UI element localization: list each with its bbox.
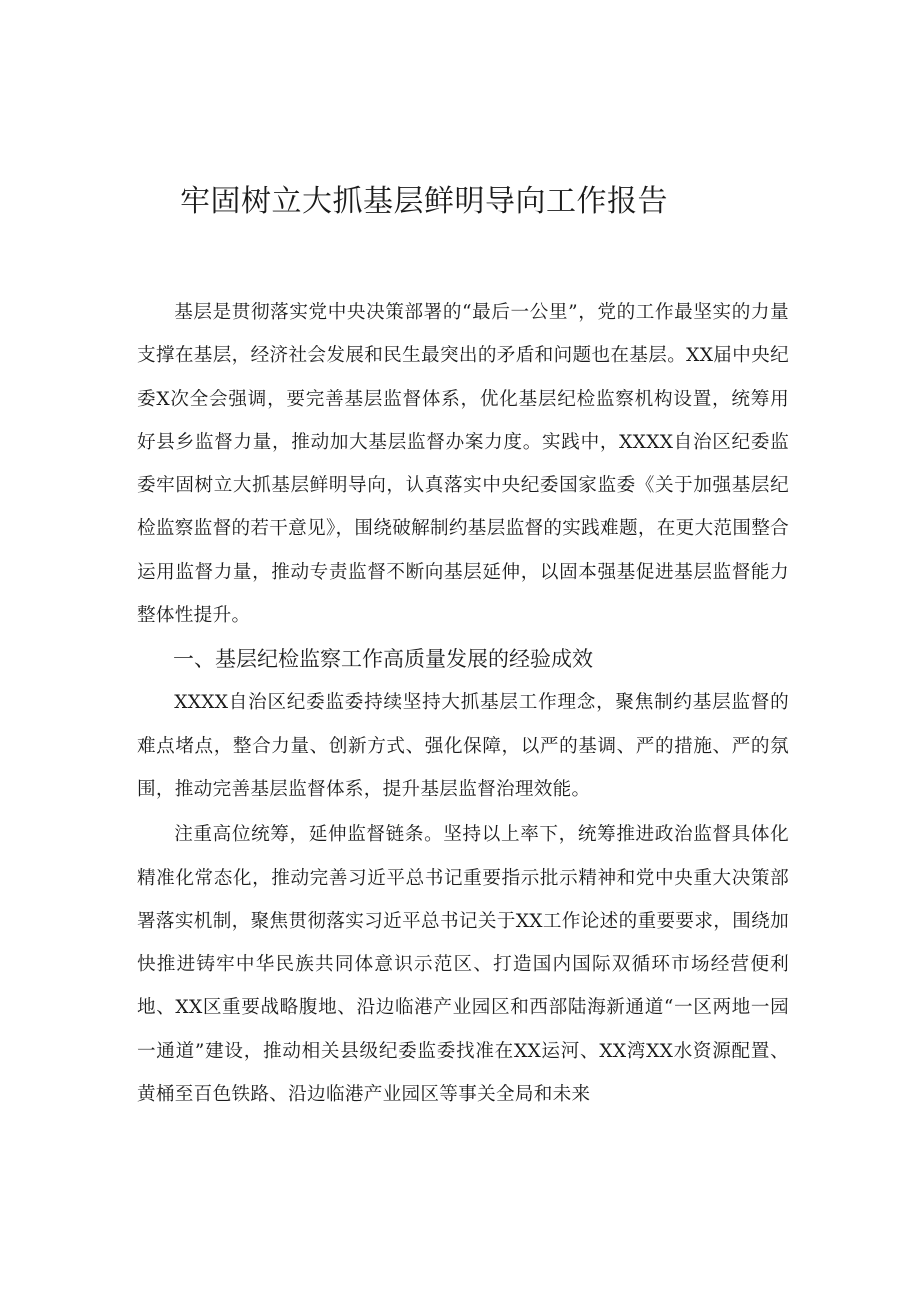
document-body <box>137 291 789 1116</box>
paragraph-intro: 基层是贯彻落实党中央决策部署的“最后一公里”，党的工作最坚实的力量支撑在基层，经济社会发展和民生最突出的矛盾和问题也在基层。XX届中央纪委X次全会强调，要完善基层监督体系，优化基层纪检监察机构设置，统筹用好县乡监督力量，推动加大基层监督办案力度。实践中，XXXX自治区纪委监委牢固树立大抓基层鲜明导向，认真落实中央纪委国家监委《关于加强基层纪检监察监督的若干意见》，围绕破解制约基层监督的实践难题，在更大范围整合运用监督力量，推动专责监督不断向基层延伸，以固本强基促进基层监督能力整体性提升。 <box>137 302 789 627</box>
document-title: 牢固树立大抓基层鲜明导向工作报告 <box>180 184 668 219</box>
paragraph-section1-summary: XXXX自治区纪委监委持续坚持大抓基层工作理念，聚焦制约基层监督的难点堵点，整合力量、创新方式、强化保障，以严的基调、严的措施、严的氛围，推动完善基层监督体系，提升基层监督治理效能。 <box>137 692 789 800</box>
section-heading-1: 一、基层纪检监察工作高质量发展的经验成效 <box>173 647 593 672</box>
paragraph-section1-detail: 注重高位统筹，延伸监督链条。坚持以上率下，统筹推进政治监督具体化精准化常态化，推动完善习近平总书记重要指示批示精神和党中央重大决策部署落实机制，聚焦贯彻落实习近平总书记关于XX工作论述的重要要求，围绕加快推进铸牢中华民族共同体意识示范区、打造国内国际双循环市场经营便利地、XX区重要战略腹地、沿边临港产业园区和西部陆海新通道“一区两地一园一通道”建设，推动相关县级纪委监委找准在XX运河、XX湾XX水资源配置、黄桶至百色铁路、沿边临港产业园区等事关全局和未来 <box>137 824 789 1106</box>
